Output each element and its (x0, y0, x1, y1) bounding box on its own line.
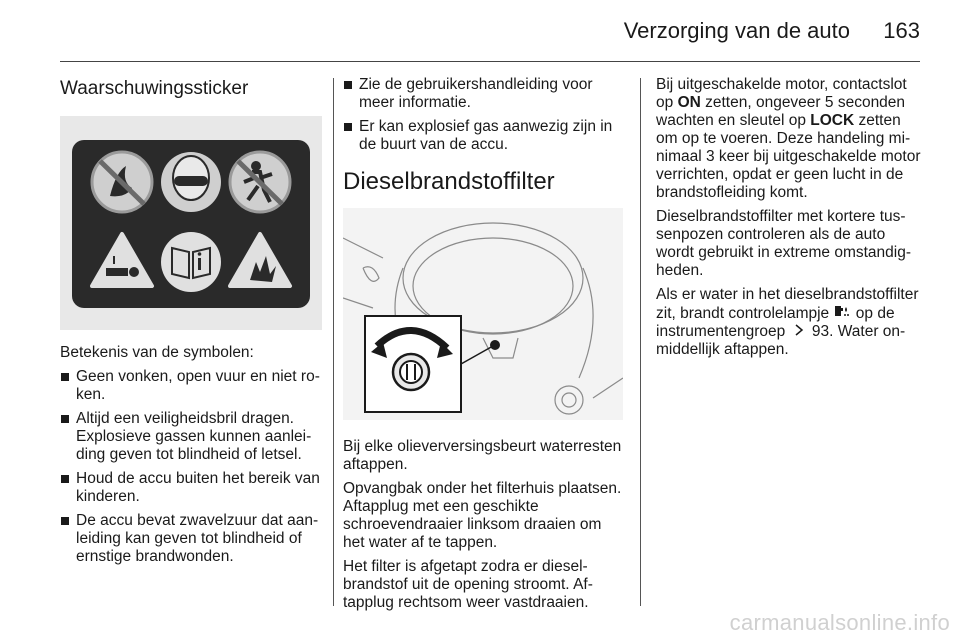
header-rule (60, 61, 920, 62)
safety-goggles-icon (161, 152, 221, 212)
paragraph: Opvangbak onder het filterhuis plaatsen. Aftapplug met een geschikte schroevendraaier linksom draaien om het water af te tappen. (343, 480, 622, 551)
page-number: 163 (883, 18, 920, 43)
ignition-lock-label: LOCK (810, 112, 855, 129)
warning-sticker-image (60, 116, 322, 330)
diesel-filter-illustration (343, 208, 623, 420)
column-3 (656, 76, 922, 365)
symbols-list-continued (343, 76, 623, 154)
water-in-fuel-icon (833, 304, 851, 323)
text-run: Als er water in het dieselbrandstoffilter zit, brandt controlelampje (656, 286, 919, 322)
manual-book-icon (161, 232, 221, 292)
text-run: 93. Water onmiddellijk aftappen. (656, 323, 906, 358)
column-1 (60, 76, 322, 572)
keep-away-children-icon (230, 152, 290, 212)
text-run: zetten om op te voeren. Deze handeling minimaal 3 keer bij uitgeschakelde motor verrichten, opdat er geen lucht in de brandstofleiding komt. (656, 112, 921, 201)
paragraph-water-warning (656, 286, 922, 359)
list-item: Er kan explosief gas aanwezig zijn in de buurt van de accu. (343, 118, 623, 154)
list-item: Houd de accu buiten het bereik van kinderen. (60, 470, 322, 506)
ignition-on-label: ON (677, 94, 701, 111)
watermark: carmanualsonline.info (729, 610, 950, 635)
paragraph-check-interval: Dieselbrandstoffilter met kortere tussenpozen controleren als de auto wordt gebruikt in extreme omstandigheden. (656, 208, 912, 279)
section-heading-warning-sticker: Waarschuwingssticker (60, 78, 249, 99)
paragraph: Bij elke olieverversingsbeurt waterresten aftappen. (343, 438, 622, 473)
column-divider (640, 78, 641, 606)
text-run: zetten, ongeveer 5 seconden wachten en sleutel op (656, 94, 906, 129)
list-item: Altijd een veiligheidsbril dragen. Explosieve gassen kunnen aanleiding geven tot blindheid of letsel. (60, 410, 322, 464)
paragraph: Het filter is afgetapt zodra er dieselbrandstof uit de opening stroomt. Aftapplug rechtsom weer vastdraaien. (343, 558, 593, 611)
text-run: Bij uitgeschakelde motor, contactslot op (656, 76, 907, 111)
symbols-intro: Betekenis van de symbolen: (60, 344, 254, 361)
symbols-list (60, 368, 322, 566)
column-2 (343, 76, 623, 618)
header-title: Verzorging van de auto (623, 18, 850, 43)
column-divider (333, 78, 334, 606)
list-item: Geen vonken, open vuur en niet roken. (60, 368, 322, 404)
section-heading-diesel-filter: Dieselbrandstoffilter (343, 168, 555, 195)
page-header (0, 0, 960, 60)
no-fire-icon (92, 152, 152, 212)
page-reference-icon (790, 323, 808, 341)
list-item: De accu bevat zwavelzuur dat aanleiding kan geven tot blindheid of ernstige brandwonden. (60, 512, 322, 566)
text-run: op de instrumentengroep (656, 305, 895, 340)
paragraph-priming (656, 76, 922, 202)
list-item: Zie de gebruikershandleiding voor meer informatie. (343, 76, 623, 112)
